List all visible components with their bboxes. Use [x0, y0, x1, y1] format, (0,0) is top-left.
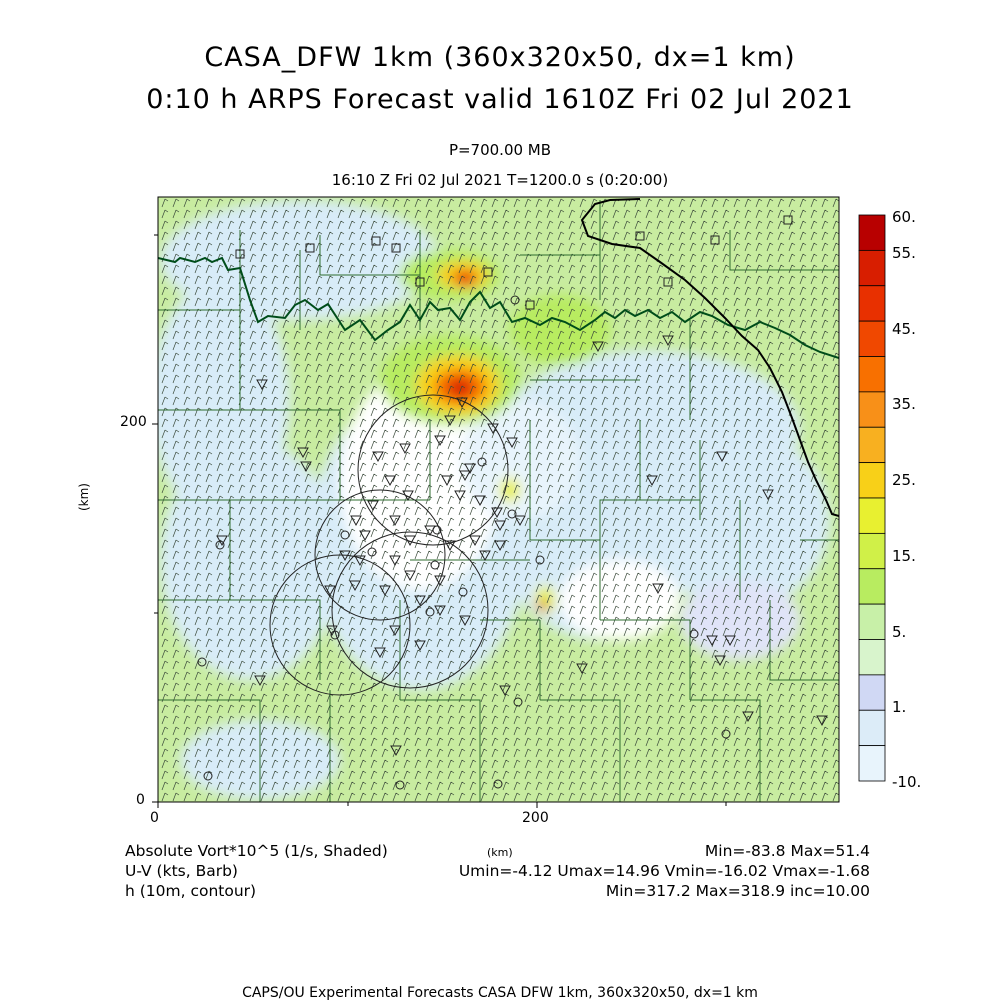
colorbar-label: -10.	[892, 773, 922, 791]
x-tick-0: 0	[150, 810, 159, 826]
colorbar-segment	[859, 357, 885, 392]
valid-time: 16:10 Z Fri 02 Jul 2021 T=1200.0 s (0:20:00)	[331, 171, 669, 189]
legend-height: h (10m, contour)	[125, 882, 257, 900]
x-tick-200: 200	[522, 810, 549, 826]
colorbar-label: 35.	[892, 395, 916, 413]
y-tick-0: 0	[136, 792, 145, 808]
colorbar-segment	[859, 604, 885, 639]
title-line-1: CASA_DFW 1km (360x320x50, dx=1 km)	[204, 42, 796, 73]
credit-line: CAPS/OU Experimental Forecasts CASA DFW 1km, 360x320x50, dx=1 km	[242, 985, 758, 1001]
pressure-level: P=700.00 MB	[448, 141, 552, 159]
vorticity-minmax: Min=-83.8 Max=51.4	[704, 842, 870, 860]
colorbar-label: 60.	[892, 208, 916, 226]
colorbar-segment	[859, 710, 885, 745]
legend-vorticity: Absolute Vort*10^5 (1/s, Shaded)	[125, 842, 388, 860]
colorbar-label: 5.	[892, 623, 907, 641]
colorbar-segment	[859, 286, 885, 321]
colorbar	[859, 215, 885, 781]
colorbar-segment	[859, 498, 885, 533]
colorbar-segment	[859, 215, 885, 250]
colorbar-segment	[859, 463, 885, 498]
colorbar-segment	[859, 392, 885, 427]
title-line-2: 0:10 h ARPS Forecast valid 1610Z Fri 02 Jul 2021	[146, 84, 854, 115]
colorbar-label: 25.	[892, 471, 916, 489]
colorbar-label: 1.	[892, 698, 907, 716]
height-minmax: Min=317.2 Max=318.9 inc=10.00	[605, 882, 870, 900]
colorbar-segment	[859, 569, 885, 604]
x-axis-label: (km)	[487, 846, 513, 859]
colorbar-segment	[859, 533, 885, 568]
colorbar-label: 55.	[892, 244, 916, 262]
colorbar-segment	[859, 640, 885, 675]
colorbar-label: 45.	[892, 320, 916, 338]
wind-minmax: Umin=-4.12 Umax=14.96 Vmin=-16.02 Vmax=-1.68	[458, 862, 870, 880]
colorbar-segment	[859, 321, 885, 356]
colorbar-segment	[859, 250, 885, 285]
colorbar-segment	[859, 427, 885, 462]
y-tick-200: 200	[120, 414, 147, 430]
legend-wind: U-V (kts, Barb)	[125, 862, 238, 880]
colorbar-label: 15.	[892, 547, 916, 565]
colorbar-segment	[859, 675, 885, 710]
y-axis-label: (km)	[77, 482, 92, 512]
colorbar-segment	[859, 746, 885, 781]
